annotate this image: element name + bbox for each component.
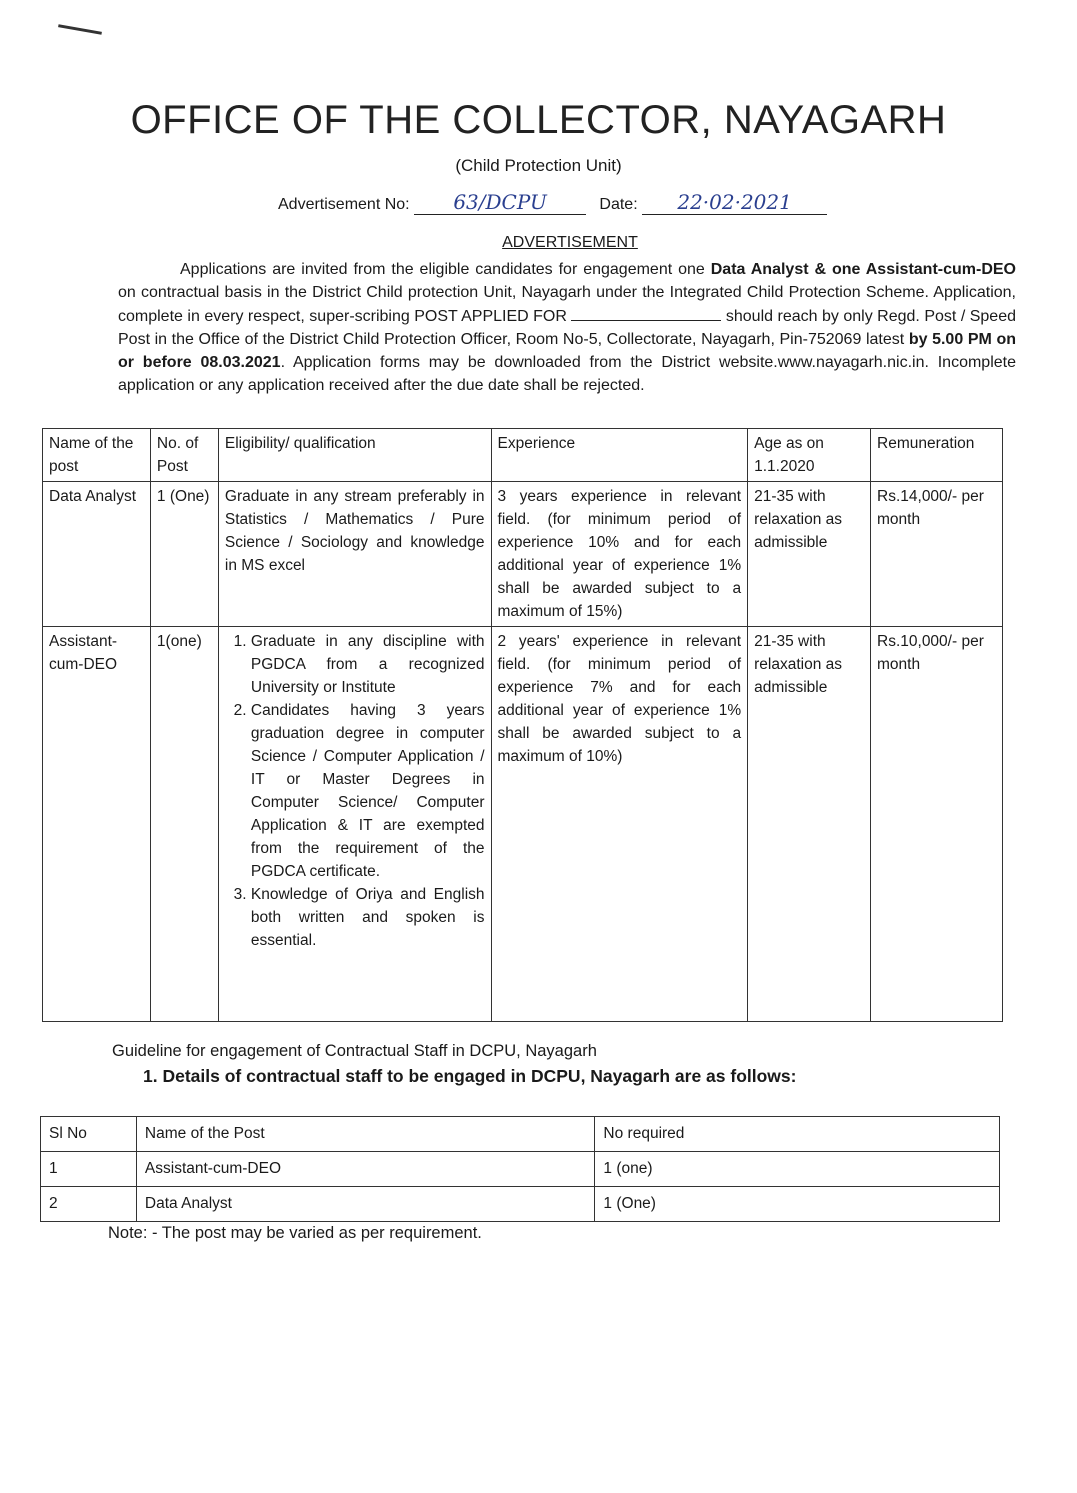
page-title: OFFICE OF THE COLLECTOR, NAYAGARH — [130, 98, 947, 142]
date-value: 22·02·2021 — [642, 190, 827, 215]
col-header: Name of the post — [43, 429, 151, 482]
table-cell: 1 (one) — [595, 1152, 1000, 1187]
note-text: Note: - The post may be varied as per requirement. — [108, 1224, 482, 1242]
col-header: Name of the Post — [136, 1117, 595, 1152]
post-experience: 3 years experience in relevant field. (for minimum period of experience 10% and for each additional year of experience 1% shall be awarded subject to a maximum of 15%) — [491, 482, 748, 627]
list-item: 3. Knowledge of Oriya and English both written and spoken is essential. — [251, 883, 485, 952]
table-cell: Data Analyst — [136, 1187, 595, 1222]
table-row — [41, 1152, 1000, 1187]
advertisement-heading: ADVERTISEMENT — [502, 234, 638, 251]
adv-no-value: 63/DCPU — [414, 190, 586, 215]
table-header-row — [41, 1117, 1000, 1152]
list-item: 1. Graduate in any discipline with PGDCA from a recognized University or Institute — [251, 630, 485, 699]
body-text-c: should reach by only Regd. Post / Speed Post in the Office of the District Child Protection Officer, Room No-5, Collectorate, Nayagarh, Pin-752069 latest — [118, 307, 1016, 348]
guideline-text: Guideline for engagement of Contractual Staff in DCPU, Nayagarh — [112, 1042, 597, 1060]
body-text-b: on contractual basis in the District Child protection Unit, Nayagarh under the Integrated Child Protection Scheme. Application, complete in every respect, super-scribing POST APPLIED FOR — [118, 284, 1016, 325]
col-header: No. of Post — [150, 429, 218, 482]
qualification-list — [225, 630, 485, 952]
col-header: Experience — [491, 429, 748, 482]
table-header-row — [43, 429, 1003, 482]
post-count: 1 (One) — [150, 482, 218, 627]
advertisement-body — [118, 258, 1016, 398]
posts-table — [42, 428, 1003, 1022]
post-name: Assistant-cum-DEO — [43, 627, 151, 1022]
adv-no-label: Advertisement No: — [278, 196, 410, 213]
table-cell: 1 (One) — [595, 1187, 1000, 1222]
post-age: 21-35 with relaxation as admissible — [748, 627, 871, 1022]
post-experience: 2 years' experience in relevant field. (for minimum period of experience 7% and for each additional year of experience 1% shall be awarded subject to a maximum of 10%) — [491, 627, 748, 1022]
table-row — [41, 1187, 1000, 1222]
body-text-d: . Application forms may be downloaded from the District website.www.nayagarh.nic.in. Incomplete application or any application received after the due date shall be rejected. — [118, 354, 1016, 395]
post-age: 21-35 with relaxation as admissible — [748, 482, 871, 627]
advertisement-number-line — [278, 190, 827, 215]
post-remuneration: Rs.10,000/- per month — [871, 627, 1003, 1022]
col-header: No required — [595, 1117, 1000, 1152]
post-remuneration: Rs.14,000/- per month — [871, 482, 1003, 627]
details-heading: 1. Details of contractual staff to be engaged in DCPU, Nayagarh are as follows: — [143, 1066, 797, 1086]
body-paragraph — [118, 258, 1016, 398]
post-count: 1(one) — [150, 627, 218, 1022]
table-row — [43, 482, 1003, 627]
list-item: 2. Candidates having 3 years graduation degree in computer Science / Computer Application / IT or Master Degrees in Computer Science/ Computer Application & IT are exempted from the requirement of the PGDCA certificate. — [251, 699, 485, 883]
post-name: Data Analyst — [43, 482, 151, 627]
date-label: Date: — [599, 196, 638, 213]
col-header: Sl No — [41, 1117, 137, 1152]
body-text-a: Applications are invited from the eligible candidates for engagement one — [180, 261, 711, 278]
body-bold-deadline: by 5.00 PM on or before 08.03.2021 — [118, 330, 1016, 372]
body-bold-posts: Data Analyst & one Assistant-cum-DEO — [710, 261, 1016, 278]
page-subtitle: (Child Protection Unit) — [455, 156, 622, 175]
post-blank-line — [571, 308, 721, 321]
scan-mark — [58, 24, 102, 35]
table-cell: 1 — [41, 1152, 137, 1187]
col-header: Age as on 1.1.2020 — [748, 429, 871, 482]
post-qualification — [218, 627, 491, 1022]
table-row — [43, 627, 1003, 1022]
col-header: Remuneration — [871, 429, 1003, 482]
col-header: Eligibility/ qualification — [218, 429, 491, 482]
staff-table — [40, 1116, 1000, 1222]
table-cell: Assistant-cum-DEO — [136, 1152, 595, 1187]
table-cell: 2 — [41, 1187, 137, 1222]
post-qualification: Graduate in any stream preferably in Statistics / Mathematics / Pure Science / Sociology and knowledge in MS excel — [218, 482, 491, 627]
